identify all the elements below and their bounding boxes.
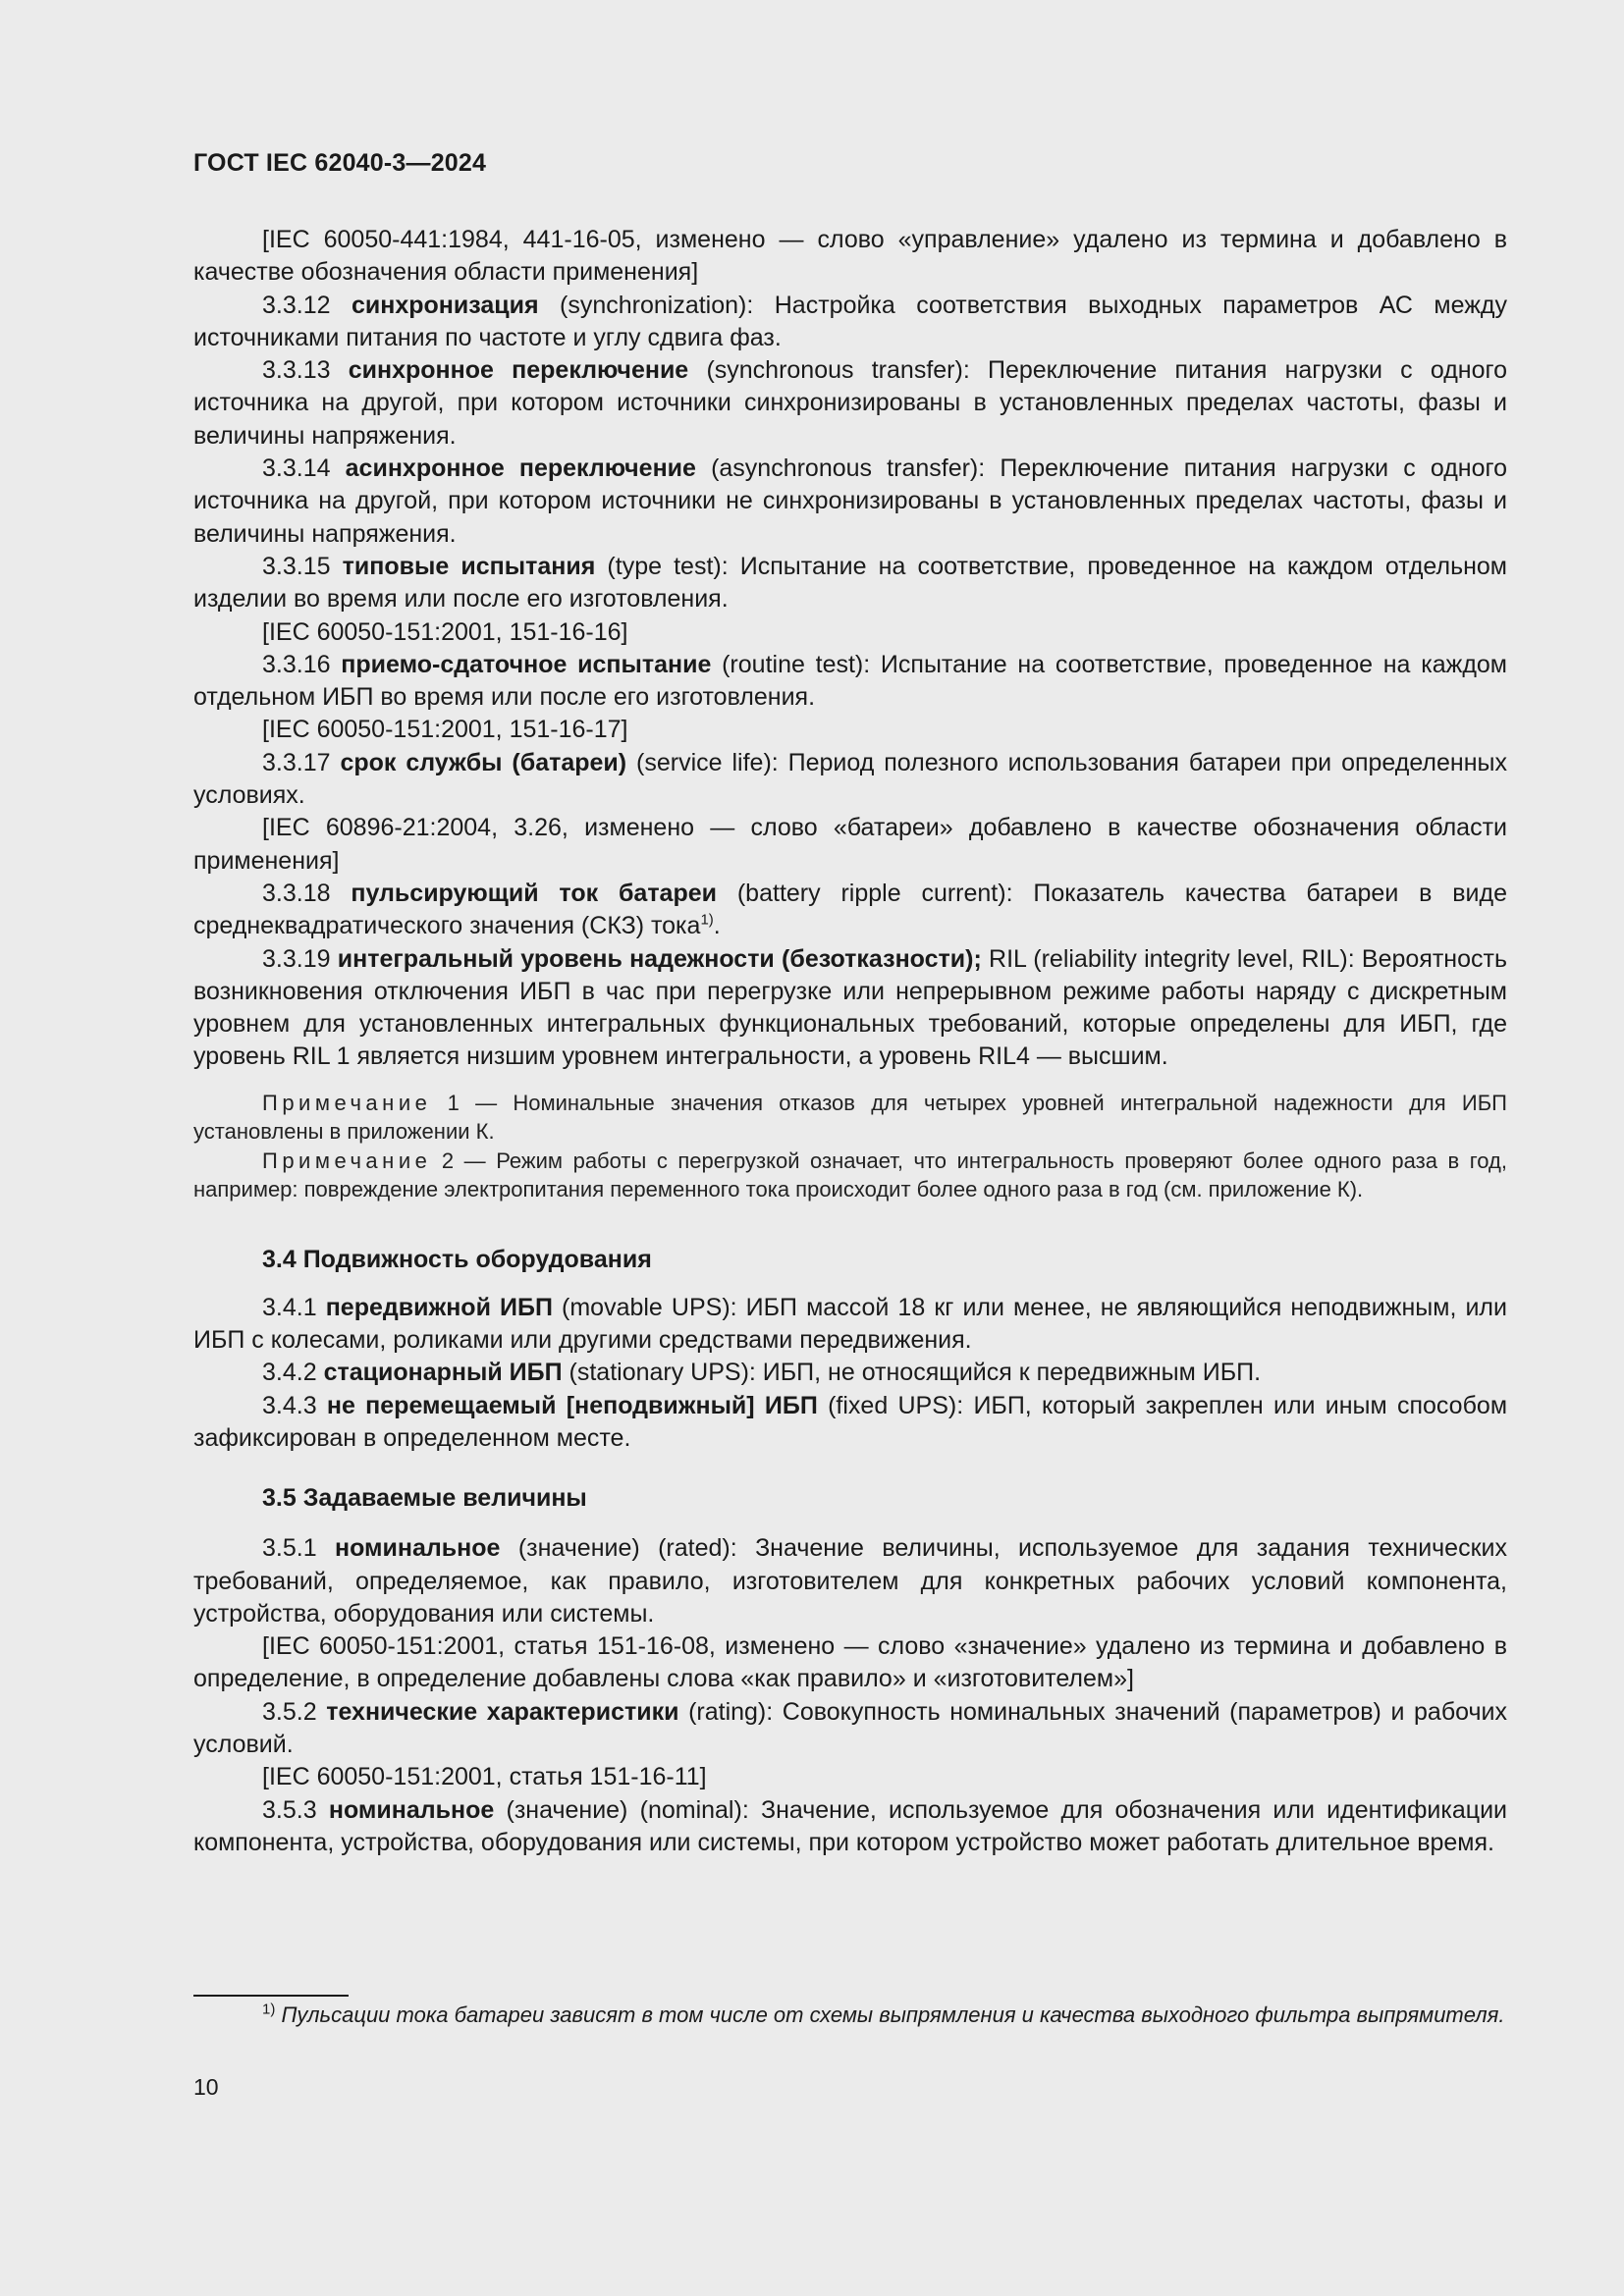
reference-paragraph: [IEC 60050-151:2001, статья 151-16-08, изменено — слово «значение» удалено из термина и добавлено в определение, в определение добавлены слова «как правило» и «изготовителем»] [193,1632,1507,1693]
definition-paragraph-ril: 3.3.19 интегральный уровень надежности (безотказности); RIL (reliability integrity level, RIL): Вероятность возникновения отключения ИБП в час при перегрузке или непрерывном режиме работы наряду с дискретным уровнем для установленных интегральных функциональных требований, которые определены для ИБП, где уровень RIL 1 является низшим уровнем интегральности, а уровень RIL4 — высшим. [193,944,1507,1071]
definition-paragraph-ripple: 3.3.18 пульсирующий ток батареи (battery ripple current): Показатель качества батареи в виде среднеквадратического значения (СКЗ) тока$^{1)}$. [193,879,1507,940]
definition-paragraph: 3.5.2 технические характеристики (rating): Совокупность номинальных значений (параметров) и рабочих условий. [193,1697,1507,1758]
definition-paragraph: 3.4.1 передвижной ИБП (movable UPS): ИБП массой 18 кг или менее, не являющийся неподвижным, или ИБП с колесами, роликами или другими средствами передвижения. [193,1293,1507,1355]
definition-paragraph: 3.3.13 синхронное переключение (synchronous transfer): Переключение питания нагрузки с одного источника на другой, при котором источники синхронизированы в установленных пределах частоты, фазы и величины напряжения. [193,356,1507,450]
footnote-separator [193,1995,349,1997]
reference-paragraph: [IEC 60050-151:2001, 151-16-17] [262,716,628,744]
footnote: $^{1)}$ Пульсации тока батареи зависят в том числе от схемы выпрямления и качества выходного фильтра выпрямителя. [262,2001,1505,2027]
definition-paragraph: 3.5.1 номинальное (значение) (rated): Значение величины, используемое для задания технических требований, определяемое, как правило, изготовителем для конкретных рабочих условий компонента, устройства, оборудования или системы. [193,1534,1507,1628]
definition-paragraph: 3.3.17 срок службы (батареи) (service life): Период полезного использования батареи при определенных условиях. [193,748,1507,810]
reference-paragraph: [IEC 60896-21:2004, 3.26, изменено — слово «батареи» добавлено в качестве обозначения области применения] [193,814,1507,875]
definition-paragraph: [IEC 60050-441:1984, 441-16-05, изменено — слово «управление» удалено из термина и добавлено в качестве обозначения области применения] [193,226,1507,287]
reference-paragraph: [IEC 60050-151:2001, статья 151-16-11] [262,1763,707,1791]
note-paragraph: Примечание 2 — Режим работы с перегрузкой означает, что интегральность проверяют более одного раза в год, например: повреждение электропитания переменного тока происходит более одного раза в год (см. приложение К). [193,1148,1507,1202]
section-heading: 3.4 Подвижность оборудования [262,1245,652,1273]
definition-paragraph: 3.4.2 стационарный ИБП (stationary UPS): ИБП, не относящийся к передвижным ИБП. [262,1359,1262,1387]
reference-paragraph: [IEC 60050-151:2001, 151-16-16] [262,617,628,646]
footnote-mark: 1) [262,2001,276,2018]
note-paragraph: Примечание 1 — Номинальные значения отказов для четырех уровней интегральной надежности для ИБП установлены в приложении К. [193,1090,1507,1145]
definition-paragraph: 3.5.3 номинальное (значение) (nominal): Значение, используемое для обозначения или идентификации компонента, устройства, оборудования или системы, при котором устройство может работать длительное время. [193,1795,1507,1856]
definition-paragraph: 3.4.3 не перемещаемый [неподвижный] ИБП (fixed UPS): ИБП, который закреплен или иным способом зафиксирован в определенном месте. [193,1391,1508,1452]
definition-paragraph: 3.3.14 асинхронное переключение (asynchronous transfer): Переключение питания нагрузки с одного источника на другой, при котором источники не синхронизированы в установленных пределах частоты, фазы и величины напряжения. [193,454,1507,548]
section-heading: 3.5 Задаваемые величины [262,1484,587,1513]
footnote-reference[interactable]: 1) [700,911,714,929]
definition-paragraph: 3.3.15 типовые испытания (type test): Испытание на соответствие, проведенное на каждом отдельном изделии во время или после его изготовления. [193,552,1507,614]
page-number: 10 [193,2074,219,2100]
definition-paragraph: 3.3.12 синхронизация (synchronization): Настройка соответствия выходных параметров АС между источниками питания по частоте и углу сдвига фаз. [193,291,1508,351]
notes-block [193,1089,1507,1204]
document-body [193,224,1507,1859]
document-header: ГОСТ IEC 62040-3—2024 [193,149,487,177]
definition-paragraph: 3.3.16 приемо-сдаточное испытание (routine test): Испытание на соответствие, проведенное на каждом отдельном ИБП во время или после его изготовления. [193,650,1507,712]
